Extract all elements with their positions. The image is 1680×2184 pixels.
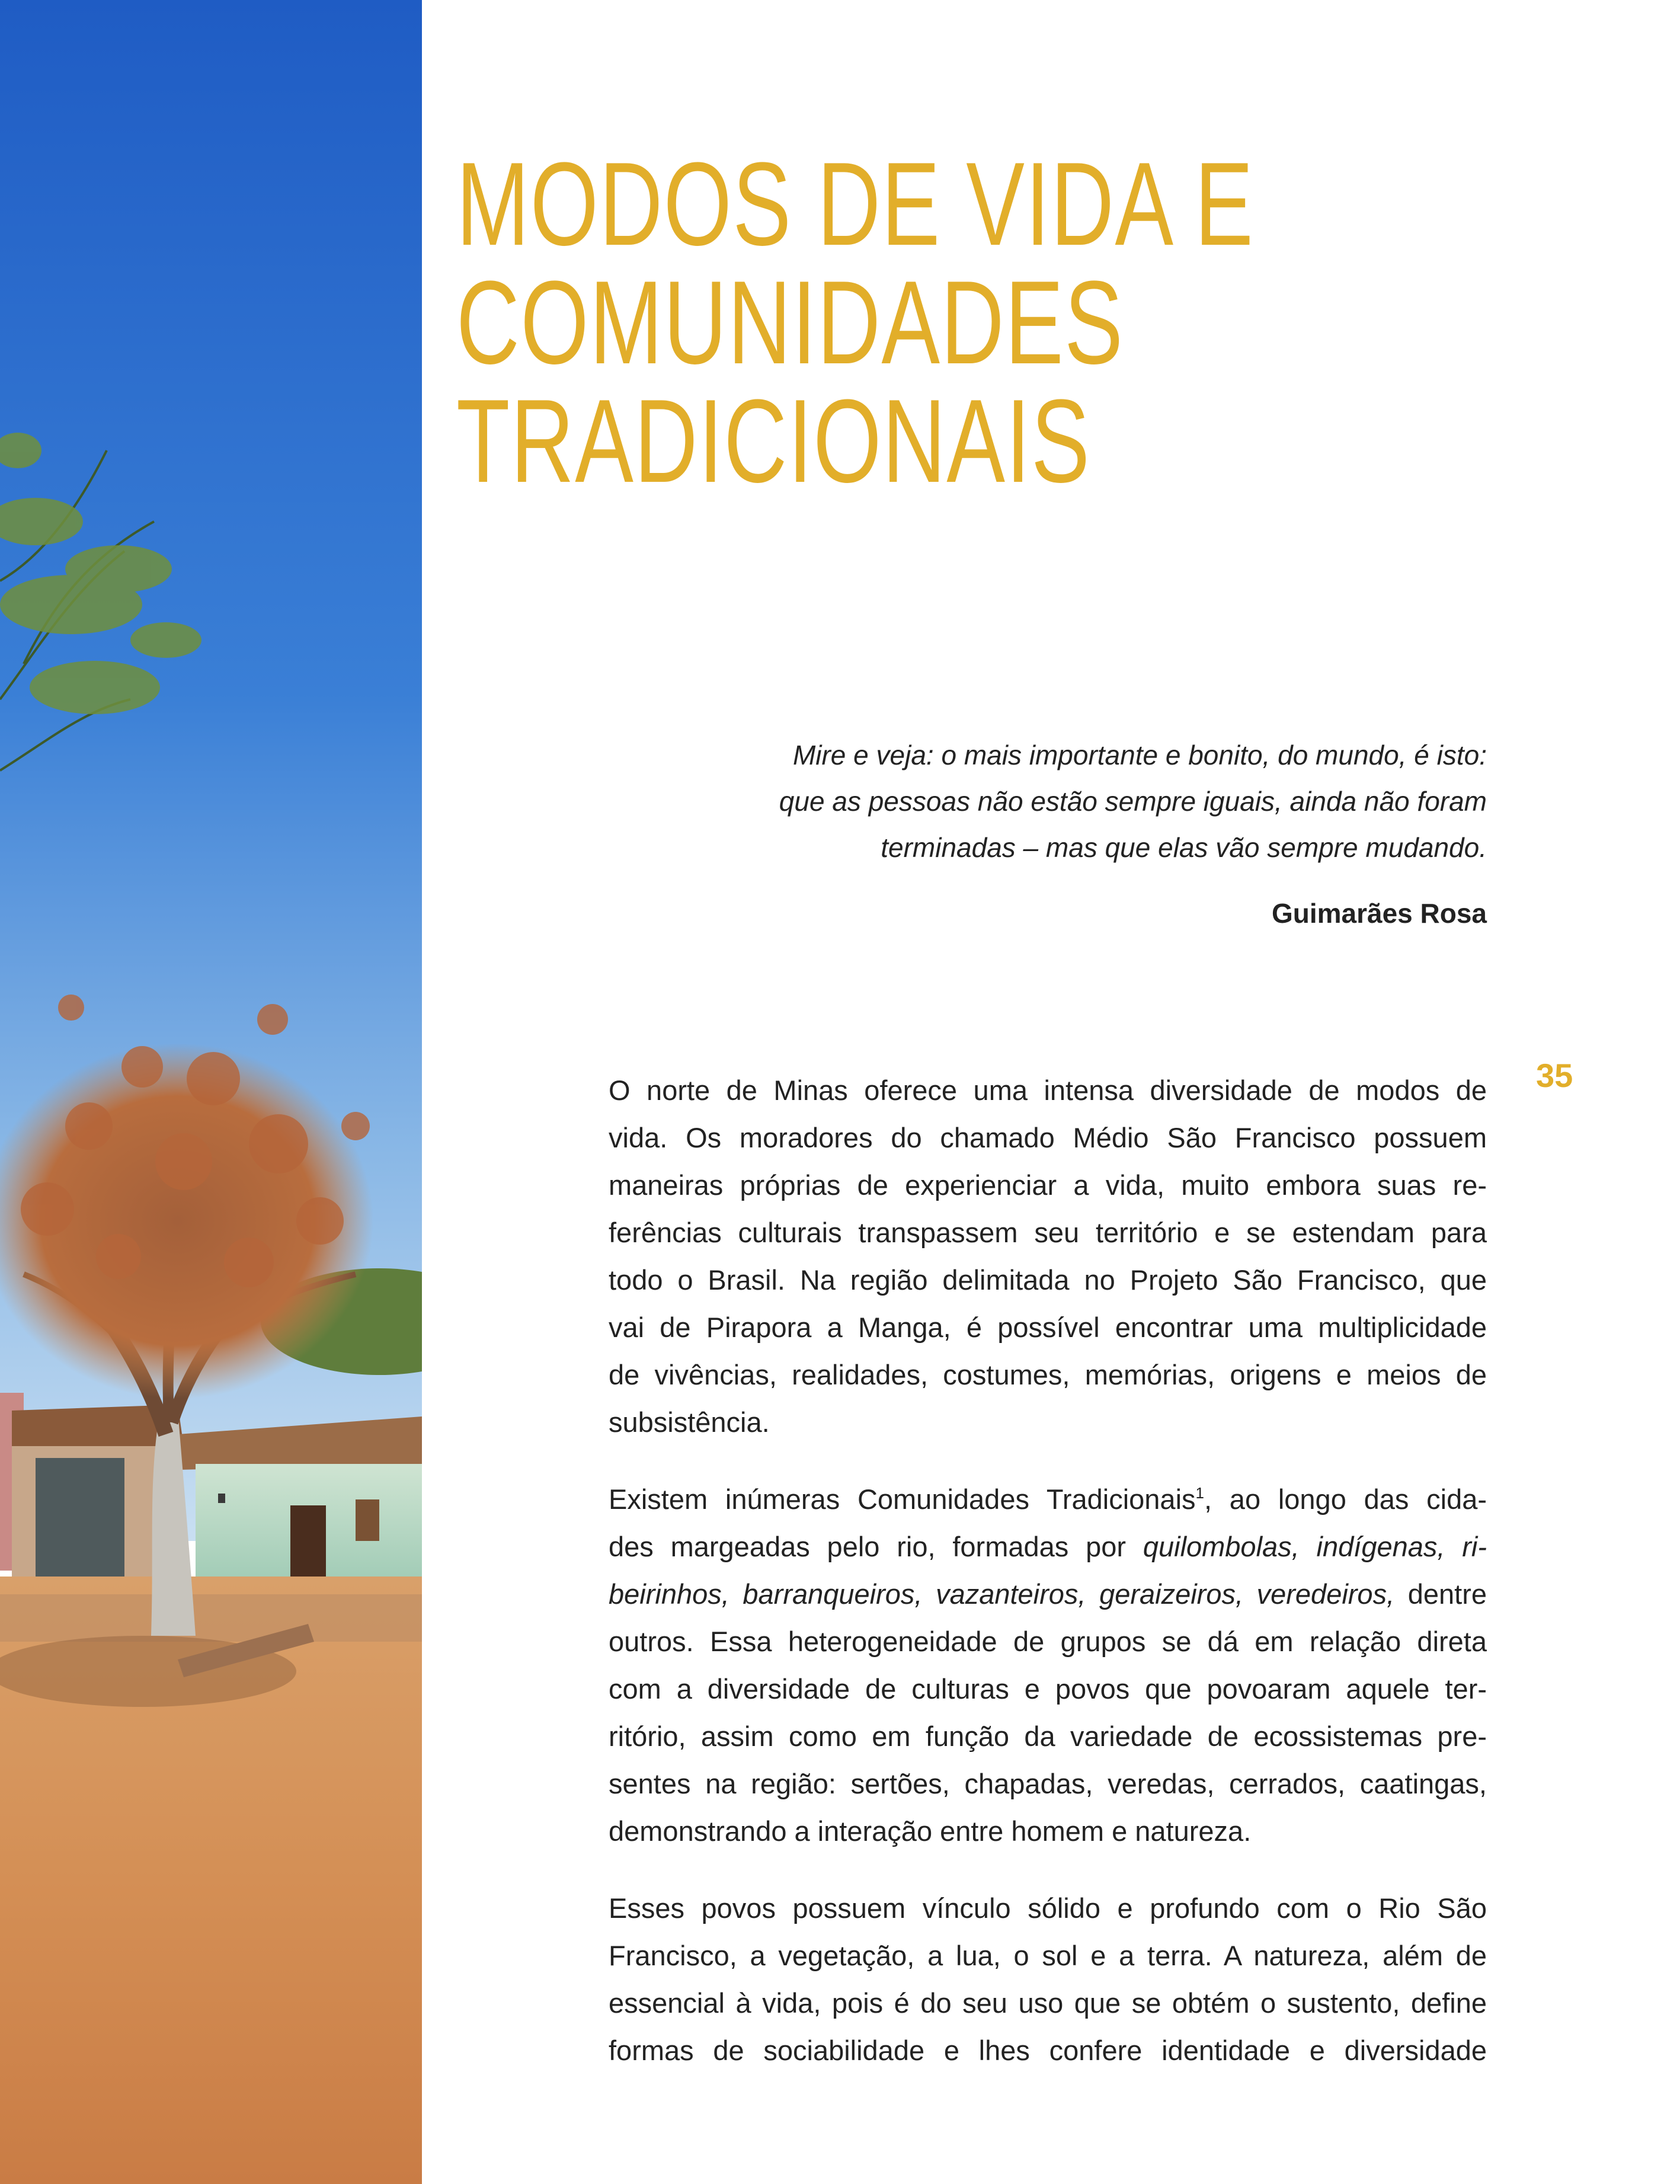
paragraph-2-italic-text: beirinhos, barranqueiros, vazanteiros, geraizeiros, veredeiros, bbox=[609, 1578, 1395, 1610]
paragraph-2-text: Existem inúmeras Comunidades Tradicionais bbox=[609, 1483, 1196, 1515]
paragraph-2-text: dentre bbox=[1394, 1578, 1487, 1610]
title-line-2: COMUNIDADES bbox=[456, 257, 1124, 389]
paragraph-3-line: formas de sociabilidade e lhes confere identidade e diversidade bbox=[609, 2035, 1487, 2066]
footnote-ref-1[interactable]: 1 bbox=[1195, 1484, 1204, 1502]
epigraph-line-2: que as pessoas não estão sempre iguais, ainda não foram bbox=[779, 786, 1487, 817]
page-title bbox=[456, 138, 1289, 507]
epigraph-author: Guimarães Rosa bbox=[1271, 898, 1487, 929]
epigraph-line-3: terminadas – mas que elas vão sempre mudando. bbox=[881, 832, 1487, 863]
paragraph-2-line bbox=[609, 1476, 1487, 1523]
paragraph-2-line: com a diversidade de culturas e povos que povoaram aquele ter- bbox=[609, 1673, 1487, 1705]
paragraph-2-line bbox=[609, 1571, 1487, 1618]
epigraph-line-1: Mire e veja: o mais importante e bonito, do mundo, é isto: bbox=[792, 740, 1487, 770]
paragraph-3-line: essencial à vida, pois é do seu uso que se obtém o sustento, define bbox=[609, 1987, 1487, 2019]
paragraph-3-line: Esses povos possuem vínculo sólido e profundo com o Rio São bbox=[609, 1892, 1487, 1924]
paragraph-2-line: outros. Essa heterogeneidade de grupos se dá em relação direta bbox=[609, 1626, 1487, 1657]
paragraph-2-line: ritório, assim como em função da variedade de ecossistemas pre- bbox=[609, 1721, 1487, 1752]
paragraph-1 bbox=[609, 1067, 1487, 1446]
paragraph-3-line: Francisco, a vegetação, a lua, o sol e a terra. A natureza, além de bbox=[609, 1940, 1487, 1971]
paragraph-3 bbox=[609, 1885, 1487, 2074]
body-text bbox=[609, 1067, 1487, 2104]
paragraph-2-line bbox=[609, 1523, 1487, 1571]
paragraph-1-line: maneiras próprias de experienciar a vida, muito embora suas re- bbox=[609, 1169, 1487, 1201]
paragraph-1-line: vida. Os moradores do chamado Médio São Francisco possuem bbox=[609, 1122, 1487, 1153]
paragraph-2-italic-text: quilombolas, indígenas, ri- bbox=[1143, 1531, 1487, 1562]
paragraph-2-text: des margeadas pelo rio, formadas por bbox=[609, 1531, 1143, 1562]
page-number: 35 bbox=[1536, 1057, 1573, 1094]
title-line-1: MODOS DE VIDA E bbox=[456, 138, 1255, 270]
title-line-3: TRADICIONAIS bbox=[456, 375, 1091, 507]
paragraph-2-line: demonstrando a interação entre homem e natureza. bbox=[609, 1815, 1252, 1847]
epigraph-quote bbox=[598, 732, 1487, 931]
paragraph-1-line: de vivências, realidades, costumes, memórias, origens e meios de bbox=[609, 1359, 1487, 1390]
photo-village-tree-image bbox=[0, 0, 422, 2184]
paragraph-2-line: sentes na região: sertões, chapadas, veredas, cerrados, caatingas, bbox=[609, 1768, 1487, 1799]
paragraph-2-text: , ao longo das cida- bbox=[1204, 1483, 1487, 1515]
paragraph-1-line: vai de Pirapora a Manga, é possível encontrar uma multiplicidade bbox=[609, 1312, 1487, 1343]
photo-strip bbox=[0, 0, 422, 2184]
paragraph-2 bbox=[609, 1476, 1487, 1855]
paragraph-1-line: subsistência. bbox=[609, 1406, 770, 1438]
paragraph-1-line: todo o Brasil. Na região delimitada no Projeto São Francisco, que bbox=[609, 1264, 1487, 1296]
paragraph-1-line: ferências culturais transpassem seu território e se estendam para bbox=[609, 1217, 1487, 1248]
paragraph-1-line: O norte de Minas oferece uma intensa diversidade de modos de bbox=[609, 1075, 1487, 1106]
